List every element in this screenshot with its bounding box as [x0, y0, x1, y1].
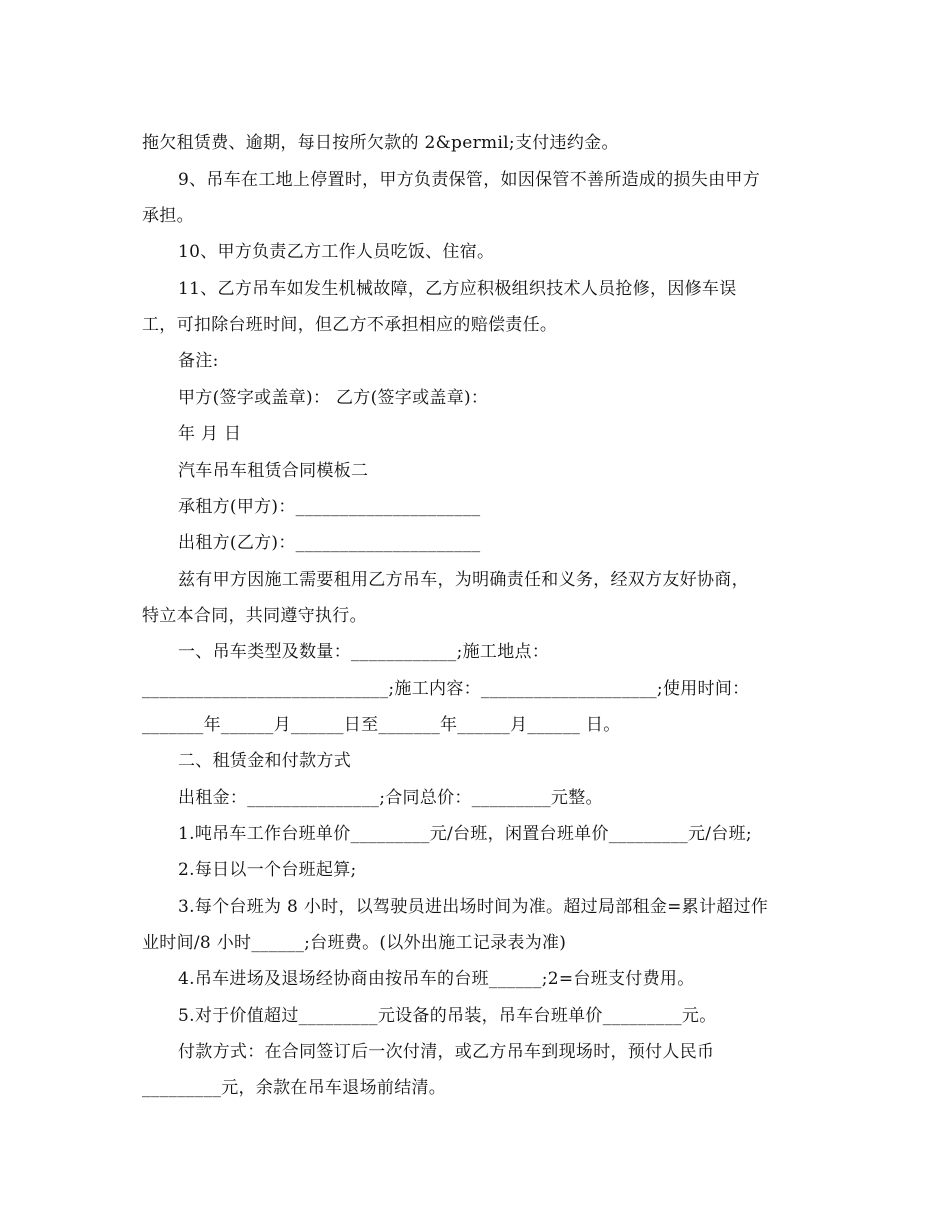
payment-method: 付款方式：在合同签订后一次付清，或乙方吊车到现场时，预付人民币 — [178, 1042, 715, 1062]
section-title: 汽车吊车租赁合同模板二 — [178, 461, 369, 481]
paragraph-line: 业时间/8 小时______;台班费。(以外出施工记录表为准) — [142, 933, 567, 953]
date-line: 年 月 日 — [178, 424, 242, 444]
section-2-heading: 二、租赁金和付款方式 — [178, 751, 351, 771]
paragraph-line: _______年______月______日至_______年______月______ 日。 — [142, 715, 621, 735]
item-5: 5.对于价值超过_________元设备的吊装，吊车台班单价_________元。 — [178, 1006, 717, 1026]
signature-line: 甲方(签字或盖章)： 乙方(签字或盖章)： — [178, 388, 489, 408]
clause-9: 9、吊车在工地上停置时，甲方负责保管，如因保管不善所造成的损失由甲方 — [178, 170, 761, 190]
paragraph-line: _________元，余款在吊车退场前结清。 — [142, 1078, 447, 1098]
rent-line: 出租金：_______________;合同总价：_________元整。 — [178, 788, 603, 808]
paragraph-line: 工，可扣除台班时间，但乙方不承担相应的赔偿责任。 — [142, 315, 558, 335]
paragraph-line: 承担。 — [142, 206, 194, 226]
lessor-line: 出租方(乙方)：_____________________ — [178, 533, 481, 553]
section-1-heading: 一、吊车类型及数量：____________;施工地点： — [178, 642, 550, 662]
item-4: 4.吊车进场及退场经协商由按吊车的台班______;2=台班支付费用。 — [178, 969, 695, 989]
remarks-label: 备注: — [178, 351, 219, 371]
paragraph-line: 拖欠租赁费、逾期，每日按所欠款的 2&permil;支付违约金。 — [142, 133, 619, 153]
clause-10: 10、甲方负责乙方工作人员吃饭、住宿。 — [178, 242, 495, 262]
paragraph-line: 特立本合同，共同遵守执行。 — [142, 606, 367, 626]
paragraph-line: ____________________________;施工内容：____________________;使用时间： — [142, 679, 750, 699]
item-2: 2.每日以一个台班起算; — [178, 860, 357, 880]
clause-11: 11、乙方吊车如发生机械故障，乙方应积极组织技术人员抢修，因修车误 — [178, 279, 737, 299]
lessee-line: 承租方(甲方)：_____________________ — [178, 497, 481, 517]
item-1: 1.吨吊车工作台班单价_________元/台班，闲置台班单价_________元/台班; — [178, 824, 752, 844]
item-3: 3.每个台班为 8 小时，以驾驶员进出场时间为准。超过局部租金=累计超过作 — [178, 897, 769, 917]
preamble-line: 兹有甲方因施工需要租用乙方吊车，为明确责任和义务，经双方友好协商， — [178, 570, 749, 590]
